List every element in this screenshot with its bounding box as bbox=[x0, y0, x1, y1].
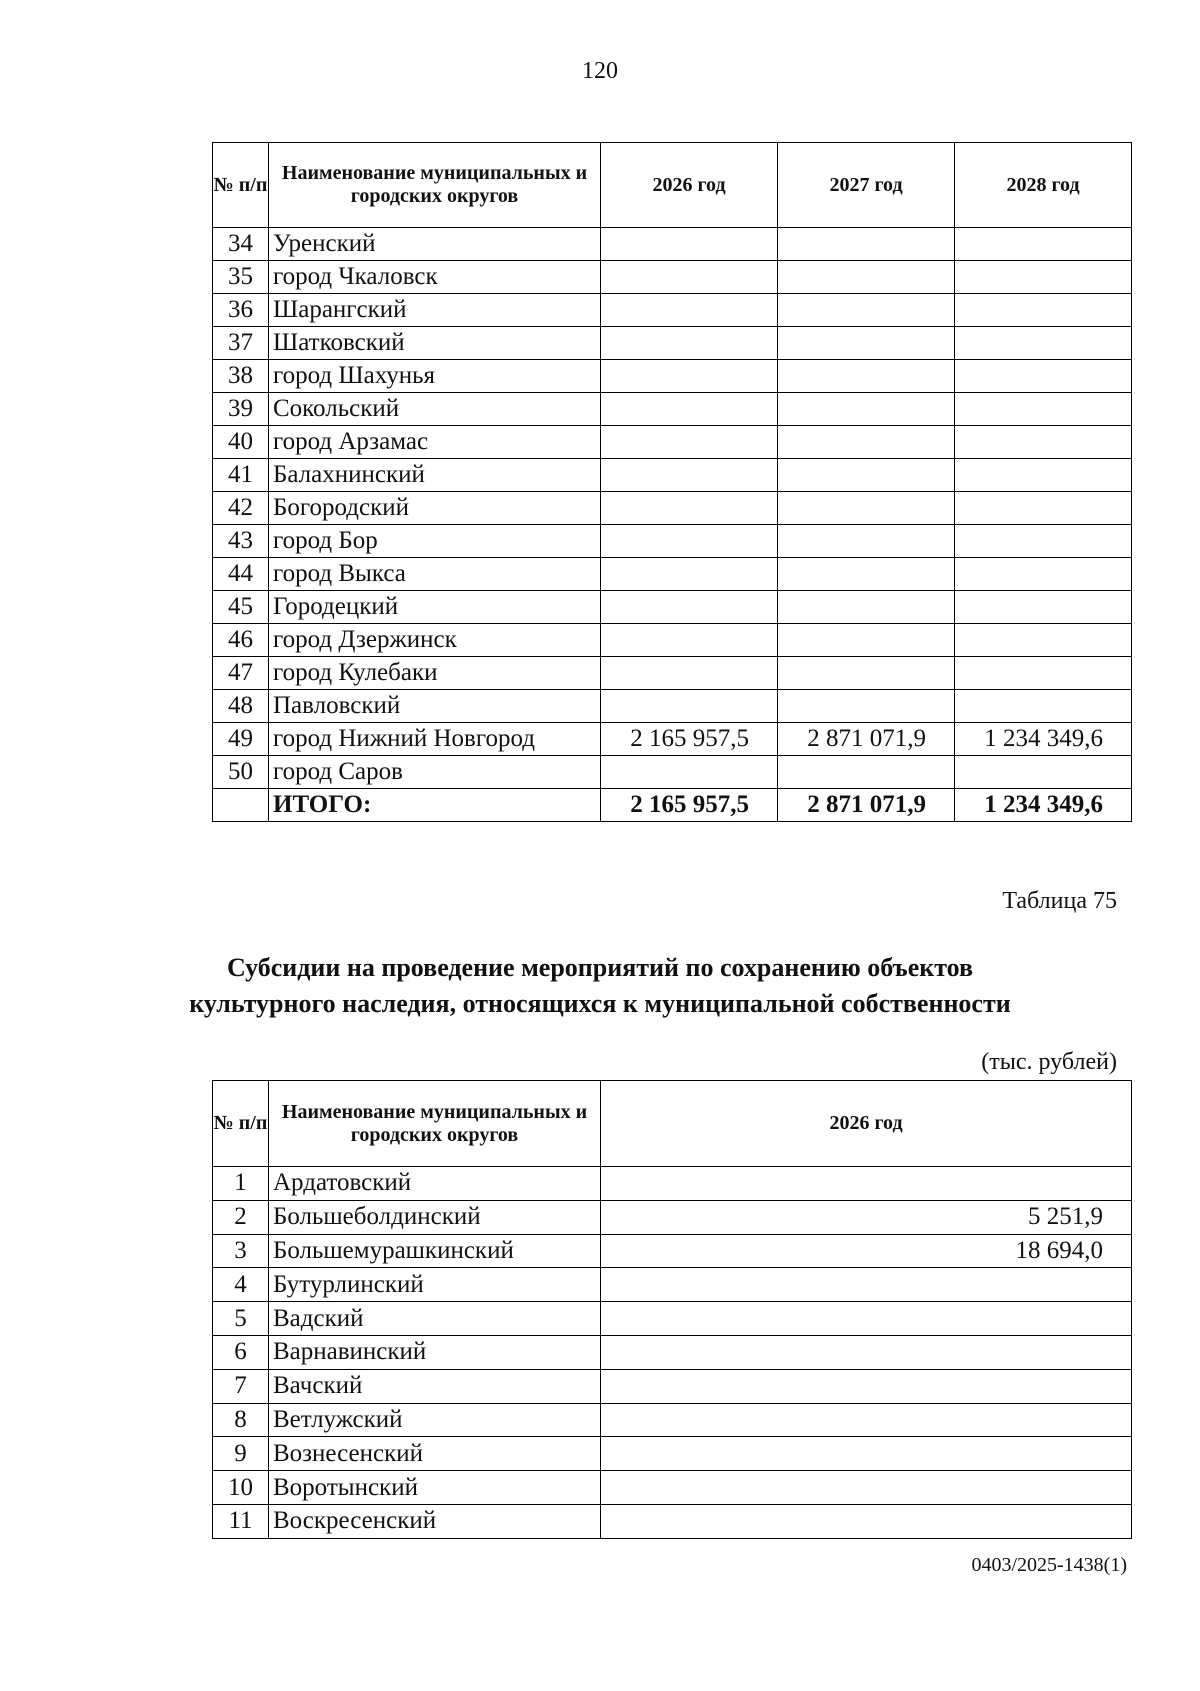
row-name: город Чкаловск bbox=[269, 261, 601, 294]
table-row bbox=[213, 1335, 1132, 1369]
row-value-2026 bbox=[601, 1268, 1132, 1302]
table-row bbox=[213, 657, 1132, 690]
row-value-2028 bbox=[955, 525, 1132, 558]
total-label: ИТОГО: bbox=[269, 789, 601, 822]
row-value-2027 bbox=[778, 525, 955, 558]
row-value-2026 bbox=[601, 1302, 1132, 1336]
row-value-2028 bbox=[955, 360, 1132, 393]
row-value-2026 bbox=[601, 228, 778, 261]
row-value-2026 bbox=[601, 360, 778, 393]
header-2026: 2026 год bbox=[601, 1081, 1132, 1167]
row-value-2026 bbox=[601, 690, 778, 723]
row-num: 8 bbox=[213, 1403, 269, 1437]
row-value-2026 bbox=[601, 1167, 1132, 1201]
row-value-2027 bbox=[778, 558, 955, 591]
row-name: Сокольский bbox=[269, 393, 601, 426]
row-name: город Шахунья bbox=[269, 360, 601, 393]
total-value-2028: 1 234 349,6 bbox=[955, 789, 1132, 822]
row-value-2026 bbox=[601, 1335, 1132, 1369]
header-2027: 2027 год bbox=[778, 143, 955, 228]
row-num: 47 bbox=[213, 657, 269, 690]
row-num: 35 bbox=[213, 261, 269, 294]
row-num: 41 bbox=[213, 459, 269, 492]
row-value-2026: 18 694,0 bbox=[601, 1234, 1132, 1268]
document-code: 0403/2025-1438(1) bbox=[971, 1554, 1127, 1576]
row-value-2028 bbox=[955, 756, 1132, 789]
row-value-2027 bbox=[778, 459, 955, 492]
table-row bbox=[213, 1302, 1132, 1336]
row-name: Павловский bbox=[269, 690, 601, 723]
row-name: город Бор bbox=[269, 525, 601, 558]
table-caption: Таблица 75 bbox=[1002, 888, 1117, 914]
row-value-2027 bbox=[778, 690, 955, 723]
table-title-line-2: культурного наследия, относящихся к муниципальной собственности bbox=[189, 989, 1011, 1018]
row-name: город Саров bbox=[269, 756, 601, 789]
page-number: 120 bbox=[582, 58, 618, 84]
row-value-2026 bbox=[601, 756, 778, 789]
row-value-2026 bbox=[601, 591, 778, 624]
total-value-2027: 2 871 071,9 bbox=[778, 789, 955, 822]
row-value-2028 bbox=[955, 426, 1132, 459]
row-value-2026 bbox=[601, 327, 778, 360]
row-num: 50 bbox=[213, 756, 269, 789]
table-body bbox=[213, 228, 1132, 822]
row-name: город Кулебаки bbox=[269, 657, 601, 690]
row-name: Большемурашкинский bbox=[269, 1234, 601, 1268]
row-name: Вознесенский bbox=[269, 1437, 601, 1471]
row-name: Ветлужский bbox=[269, 1403, 601, 1437]
row-num: 3 bbox=[213, 1234, 269, 1268]
row-value-2026 bbox=[601, 492, 778, 525]
total-value-2026: 2 165 957,5 bbox=[601, 789, 778, 822]
row-name: Уренский bbox=[269, 228, 601, 261]
row-value-2026 bbox=[601, 525, 778, 558]
row-num: 38 bbox=[213, 360, 269, 393]
row-value-2026 bbox=[601, 657, 778, 690]
row-value-2028 bbox=[955, 459, 1132, 492]
row-name: Ардатовский bbox=[269, 1167, 601, 1201]
row-value-2028: 1 234 349,6 bbox=[955, 723, 1132, 756]
table-title bbox=[0, 950, 1200, 1022]
units-label: (тыс. рублей) bbox=[981, 1049, 1117, 1075]
row-value-2026 bbox=[601, 294, 778, 327]
row-value-2026 bbox=[601, 624, 778, 657]
row-value-2027 bbox=[778, 261, 955, 294]
row-value-2026 bbox=[601, 261, 778, 294]
row-value-2027 bbox=[778, 624, 955, 657]
row-name: город Нижний Новгород bbox=[269, 723, 601, 756]
table-row bbox=[213, 1369, 1132, 1403]
row-name: Шарангский bbox=[269, 294, 601, 327]
row-value-2026 bbox=[601, 459, 778, 492]
table-row bbox=[213, 1471, 1132, 1505]
row-value-2027 bbox=[778, 657, 955, 690]
header-2028: 2028 год bbox=[955, 143, 1132, 228]
row-value-2027 bbox=[778, 756, 955, 789]
header-name: Наименование муниципальных и городских округов bbox=[269, 1081, 601, 1167]
header-name: Наименование муниципальных и городских округов bbox=[269, 143, 601, 228]
row-num: 1 bbox=[213, 1167, 269, 1201]
row-value-2027 bbox=[778, 492, 955, 525]
table-row bbox=[213, 393, 1132, 426]
subsidy-table-continued bbox=[212, 142, 1132, 822]
row-name: Шатковский bbox=[269, 327, 601, 360]
row-name: Бутурлинский bbox=[269, 1268, 601, 1302]
row-value-2028 bbox=[955, 393, 1132, 426]
row-num: 43 bbox=[213, 525, 269, 558]
row-value-2028 bbox=[955, 690, 1132, 723]
row-value-2028 bbox=[955, 261, 1132, 294]
row-value-2028 bbox=[955, 294, 1132, 327]
table-header-row bbox=[213, 1081, 1132, 1167]
row-name: Балахнинский bbox=[269, 459, 601, 492]
table-row bbox=[213, 723, 1132, 756]
header-num: № п/п bbox=[213, 143, 269, 228]
table-row bbox=[213, 1437, 1132, 1471]
row-value-2028 bbox=[955, 657, 1132, 690]
table-row bbox=[213, 492, 1132, 525]
table-row bbox=[213, 1504, 1132, 1538]
row-value-2027 bbox=[778, 360, 955, 393]
row-name: Богородский bbox=[269, 492, 601, 525]
row-num: 7 bbox=[213, 1369, 269, 1403]
row-name: Воротынский bbox=[269, 1471, 601, 1505]
row-num: 4 bbox=[213, 1268, 269, 1302]
row-num: 34 bbox=[213, 228, 269, 261]
table-row bbox=[213, 294, 1132, 327]
row-value-2027 bbox=[778, 228, 955, 261]
table-body bbox=[213, 1167, 1132, 1539]
row-num: 44 bbox=[213, 558, 269, 591]
row-value-2028 bbox=[955, 624, 1132, 657]
row-num: 49 bbox=[213, 723, 269, 756]
table-row bbox=[213, 228, 1132, 261]
row-num: 42 bbox=[213, 492, 269, 525]
table-row bbox=[213, 459, 1132, 492]
row-name: город Арзамас bbox=[269, 426, 601, 459]
table-row bbox=[213, 261, 1132, 294]
row-num: 46 bbox=[213, 624, 269, 657]
row-value-2026: 5 251,9 bbox=[601, 1200, 1132, 1234]
table-header-row bbox=[213, 143, 1132, 228]
row-name: город Дзержинск bbox=[269, 624, 601, 657]
row-num: 36 bbox=[213, 294, 269, 327]
row-value-2027 bbox=[778, 591, 955, 624]
row-value-2026 bbox=[601, 1369, 1132, 1403]
row-value-2026 bbox=[601, 1403, 1132, 1437]
table-row bbox=[213, 426, 1132, 459]
row-num: 10 bbox=[213, 1471, 269, 1505]
row-value-2027 bbox=[778, 327, 955, 360]
row-value-2027 bbox=[778, 393, 955, 426]
row-num: 37 bbox=[213, 327, 269, 360]
row-num: 11 bbox=[213, 1504, 269, 1538]
header-2026: 2026 год bbox=[601, 143, 778, 228]
row-value-2026 bbox=[601, 1504, 1132, 1538]
row-num: 5 bbox=[213, 1302, 269, 1336]
row-num: 6 bbox=[213, 1335, 269, 1369]
row-value-2026: 2 165 957,5 bbox=[601, 723, 778, 756]
table-row bbox=[213, 1200, 1132, 1234]
header-num: № п/п bbox=[213, 1081, 269, 1167]
row-value-2027 bbox=[778, 294, 955, 327]
row-value-2027: 2 871 071,9 bbox=[778, 723, 955, 756]
row-value-2027 bbox=[778, 426, 955, 459]
row-num: 48 bbox=[213, 690, 269, 723]
row-value-2026 bbox=[601, 1437, 1132, 1471]
row-value-2028 bbox=[955, 228, 1132, 261]
table-row bbox=[213, 558, 1132, 591]
row-name: Вачский bbox=[269, 1369, 601, 1403]
row-value-2028 bbox=[955, 558, 1132, 591]
table-row bbox=[213, 327, 1132, 360]
table-row bbox=[213, 1234, 1132, 1268]
row-value-2026 bbox=[601, 426, 778, 459]
row-value-2026 bbox=[601, 558, 778, 591]
table-row bbox=[213, 624, 1132, 657]
row-num: 2 bbox=[213, 1200, 269, 1234]
total-row bbox=[213, 789, 1132, 822]
table-row bbox=[213, 1403, 1132, 1437]
table-row bbox=[213, 525, 1132, 558]
row-name: Городецкий bbox=[269, 591, 601, 624]
row-num: 39 bbox=[213, 393, 269, 426]
row-name: Варнавинский bbox=[269, 1335, 601, 1369]
total-num-empty bbox=[213, 789, 269, 822]
row-name: Вадский bbox=[269, 1302, 601, 1336]
table-title-line-1: Субсидии на проведение мероприятий по сохранению объектов bbox=[226, 953, 974, 982]
row-name: Большеболдинский bbox=[269, 1200, 601, 1234]
row-value-2026 bbox=[601, 393, 778, 426]
row-num: 9 bbox=[213, 1437, 269, 1471]
row-value-2028 bbox=[955, 591, 1132, 624]
row-value-2028 bbox=[955, 492, 1132, 525]
row-num: 40 bbox=[213, 426, 269, 459]
table-row bbox=[213, 1268, 1132, 1302]
table-row bbox=[213, 690, 1132, 723]
row-value-2028 bbox=[955, 327, 1132, 360]
row-num: 45 bbox=[213, 591, 269, 624]
table-row bbox=[213, 756, 1132, 789]
table-row bbox=[213, 1167, 1132, 1201]
row-value-2026 bbox=[601, 1471, 1132, 1505]
table-row bbox=[213, 360, 1132, 393]
table-row bbox=[213, 591, 1132, 624]
row-name: город Выкса bbox=[269, 558, 601, 591]
row-name: Воскресенский bbox=[269, 1504, 601, 1538]
cultural-heritage-subsidy-table bbox=[212, 1080, 1132, 1539]
